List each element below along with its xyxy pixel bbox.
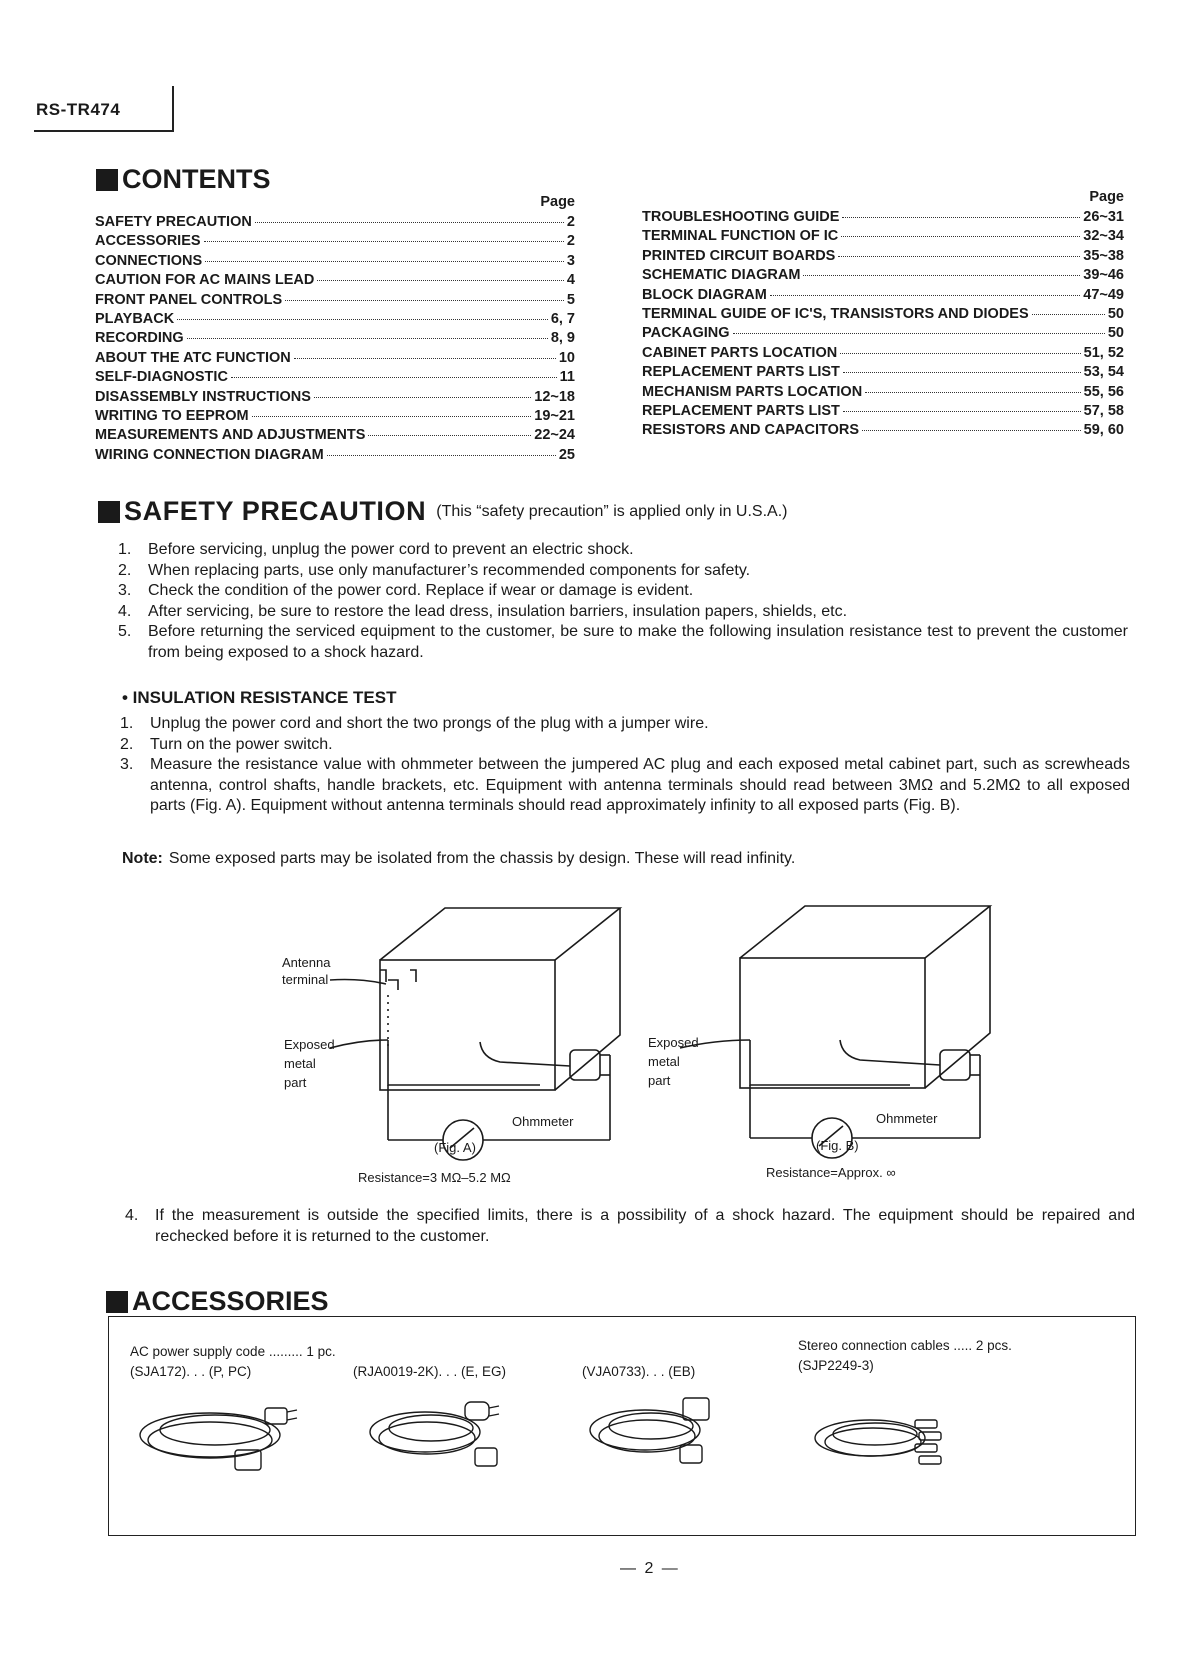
contents-entry [642,325,1124,344]
ohmmeter-label: Ohmmeter [512,1114,574,1129]
exposed-label-line2: metal [648,1054,680,1069]
contents-entry-page: 11 [559,369,575,386]
list-item [118,581,1128,602]
contents-entry [642,248,1124,267]
safety-list [118,540,1128,663]
contents-entry-page: 5 [566,291,575,308]
contents-entry-title: MEASUREMENTS AND ADJUSTMENTS [95,427,366,444]
item-text: Before returning the serviced equipment to the customer, be sure to make the following insulation resistance test to prevent the customer from being exposed to a shock hazard. [148,623,1128,661]
contents-entry [95,233,575,252]
cabinet-top [380,908,620,960]
contents-entry-title: PRINTED CIRCUIT BOARDS [642,247,836,264]
cabinet-front [740,958,925,1088]
section-square-icon [106,1291,128,1313]
contents-entry-title: DISASSEMBLY INSTRUCTIONS [95,388,311,405]
contents-entry-page: 8, 9 [550,330,575,347]
contents-entry-title: CONNECTIONS [95,252,203,269]
ac-cord-1-icon [140,1408,297,1470]
list-item [120,735,1130,756]
ohmmeter-lead [750,1040,910,1085]
contents-entry [95,292,575,311]
model-number: RS-TR474 [36,100,121,119]
contents-entry-title: ACCESSORIES [95,233,201,250]
contents-entry [95,253,575,272]
dot-leader [317,280,564,281]
page-column-label: Page [540,194,575,210]
contents-entry-page: 25 [558,446,575,463]
contents-entry-page: 50 [1107,325,1124,342]
dot-leader [843,372,1081,373]
note [122,850,795,868]
header-rule [34,130,174,132]
cord-2-part: (RJA0019-2K). . . (E, EG) [353,1364,507,1379]
dot-leader [838,256,1080,257]
list-item [120,755,1130,817]
contents-entry-page: 50 [1107,305,1124,322]
contents-entry-title: TROUBLESHOOTING GUIDE [642,209,840,225]
contents-entry-page: 55, 56 [1083,383,1124,400]
item-text: Measure the resistance value with ohmmeter between the jumpered AC plug and each exposed metal cabinet part, such as screwheads antenna, control shafts, handle brackets, etc. Equipment with antenna terminals should read between 3MΩ and 5.2MΩ to all exposed parts (Fig. A). Equipment without antenna terminals should read approximately infinity to all exposed parts (Fig. B). [150,756,1130,814]
page-number: — 2 — [620,1560,680,1577]
figure-a-caption: (Fig. A) [434,1140,476,1155]
dot-leader [187,338,548,339]
contents-entry [95,389,575,408]
contents-entry-title: WIRING CONNECTION DIAGRAM [95,446,324,463]
item-number: 3. [118,582,132,599]
dot-leader [865,392,1080,393]
item-number: 5. [118,623,132,640]
dot-leader [840,353,1080,354]
safety-note: (This “safety precaution” is applied only in U.S.A.) [436,502,788,520]
contents-entry-title: WRITING TO EEPROM [95,407,249,424]
contents-right-column [642,189,1124,442]
contents-entry-title: REPLACEMENT PARTS LIST [642,364,840,381]
contents-entry-title: BLOCK DIAGRAM [642,286,767,303]
contents-entry-title: FRONT PANEL CONTROLS [95,291,283,308]
cabinet-top [740,906,990,958]
contents-entry-title: SAFETY PRECAUTION [95,214,252,230]
contents-entry-page: 57, 58 [1083,402,1124,419]
figure-a-resistance: Resistance=3 MΩ–5.2 MΩ [358,1170,511,1185]
cord-3-part: (VJA0733). . . (EB) [582,1364,696,1379]
contents-entry-title: RESISTORS AND CAPACITORS [642,422,859,439]
dot-leader [327,455,556,456]
contents-entry [642,345,1124,364]
item-text: Before servicing, unplug the power cord to prevent an electric shock. [148,541,634,558]
exposed-label-line2: metal [284,1056,316,1071]
contents-entry [642,364,1124,383]
dot-leader [231,377,557,378]
item-number: 4. [125,1207,139,1224]
contents-entry [642,403,1124,422]
cabinet-front [380,960,555,1090]
contents-entry-title: SCHEMATIC DIAGRAM [642,267,801,284]
dot-leader [862,430,1081,431]
contents-entry-title: RECORDING [95,330,184,347]
dot-leader [177,319,548,320]
accessories-title: ACCESSORIES [132,1286,329,1316]
stereo-cables-icon [815,1420,941,1464]
contents-entry [642,384,1124,403]
contents-entry-title: MECHANISM PARTS LOCATION [642,383,863,400]
contents-entry-page: 35~38 [1083,247,1124,264]
exposed-label-line1: Exposed [284,1037,335,1052]
contents-entry-page: 19~21 [534,407,575,424]
note-text: Some exposed parts may be isolated from the chassis by design. These will read infinity. [168,850,796,867]
antenna-pointer [388,980,398,990]
figure-b-resistance: Resistance=Approx. ∞ [766,1165,896,1180]
dot-leader [843,411,1081,412]
dot-leader [205,261,564,262]
contents-entry-page: 53, 54 [1083,364,1124,381]
accessories-heading [106,1286,329,1317]
list-item [118,561,1128,582]
antenna-label-line1: Antenna [282,955,331,970]
ac-cord-label: AC power supply code ......... 1 pc. [130,1344,336,1359]
dot-leader [733,333,1105,334]
safety-heading [98,496,788,527]
contents-entry-title: CAUTION FOR AC MAINS LEAD [95,272,315,289]
item-text: Turn on the power switch. [150,735,333,753]
contents-entry-title: TERMINAL GUIDE OF IC'S, TRANSISTORS AND DIODES [642,305,1029,322]
contents-entry [95,311,575,330]
antenna-label-line2: terminal [282,972,329,987]
stereo-cable-part: (SJP2249-3) [798,1358,874,1373]
plug-cord [480,1042,570,1066]
exposed-label-line3: part [284,1075,307,1090]
step-4 [125,1206,1135,1247]
contents-entry-page: 12~18 [534,388,575,405]
contents-title: CONTENTS [122,164,271,194]
contents-entry-title: ABOUT THE ATC FUNCTION [95,349,291,366]
contents-entry-page: 2 [566,233,575,250]
dot-leader [294,358,556,359]
dot-leader [314,397,531,398]
item-text: Check the condition of the power cord. Replace if wear or damage is evident. [148,582,694,599]
contents-entry-page: 3 [566,252,575,269]
contents-entry [95,214,575,233]
item-number: 1. [120,715,134,732]
contents-entry [95,408,575,427]
contents-entry-page: 51, 52 [1083,344,1124,361]
exposed-label-line3: part [648,1073,671,1088]
item-number: 3. [120,756,134,773]
contents-entry-page: 26~31 [1083,209,1124,225]
contents-entry-page: 47~49 [1083,286,1124,303]
contents-entry [95,447,575,466]
contents-entry [95,330,575,349]
ac-cord-2-icon [370,1402,499,1466]
contents-entry [95,350,575,369]
contents-entry-page: 32~34 [1083,228,1124,245]
list-item [118,602,1128,623]
page-column-label: Page [1089,189,1124,205]
antenna-leader [330,980,386,985]
contents-entry [642,422,1124,441]
accessory-illustrations [135,1390,1085,1500]
contents-entry-title: CABINET PARTS LOCATION [642,344,838,361]
ac-cord-3-icon [590,1398,709,1463]
note-label: Note: [122,850,163,867]
item-text: When replacing parts, use only manufacturer’s recommended components for safety. [148,561,751,579]
contents-left-column [95,194,575,466]
dot-leader [842,217,1080,218]
contents-entry [642,228,1124,247]
dot-leader [770,295,1080,296]
item-text: After servicing, be sure to restore the lead dress, insulation barriers, insulation papers, shields, etc. [148,602,848,620]
dot-leader [255,222,564,223]
item-number: 4. [118,602,132,620]
list-item [120,714,1130,735]
contents-entry [642,267,1124,286]
item-text: Unplug the power cord and short the two prongs of the plug with a jumper wire. [150,715,709,732]
item-number: 2. [118,561,132,579]
contents-entry [642,287,1124,306]
contents-entry-title: TERMINAL FUNCTION OF IC [642,228,839,245]
insulation-test-heading: • INSULATION RESISTANCE TEST [122,688,397,707]
contents-entry-title: PLAYBACK [95,310,175,327]
header-rule-vertical [172,86,174,132]
dot-leader [285,300,564,301]
contents-entry [95,272,575,291]
contents-entry-page: 10 [558,349,575,366]
contents-entry [95,369,575,388]
contents-entry [95,427,575,446]
stereo-cable-label: Stereo connection cables ..... 2 pcs. [798,1338,1012,1353]
safety-title: SAFETY PRECAUTION [124,496,427,526]
exposed-label-line1: Exposed [648,1035,699,1050]
item-text: If the measurement is outside the specified limits, there is a possibility of a shock hazard. The equipment should be repaired and rechecked before it is returned to the customer. [155,1207,1135,1245]
contents-entry [642,209,1124,228]
item-number: 1. [118,541,132,558]
dot-leader [841,236,1080,237]
contents-entry [642,306,1124,325]
dot-leader [252,416,532,417]
list-item [118,622,1128,663]
dot-leader [204,241,564,242]
ohmmeter-label: Ohmmeter [876,1111,938,1126]
contents-heading [96,164,271,195]
contents-entry-title: PACKAGING [642,325,730,342]
figure-b-caption: (Fig. B) [816,1138,859,1153]
section-square-icon [96,169,118,191]
list-item [125,1206,1135,1247]
cord-1-part: (SJA172). . . (P, PC) [130,1364,252,1379]
contents-entry-page: 59, 60 [1083,422,1124,439]
contents-entry-page: 39~46 [1083,267,1124,284]
dot-leader [1032,314,1105,315]
contents-entry-page: 2 [566,214,575,230]
contents-entry-page: 4 [566,272,575,289]
contents-entry-page: 6, 7 [550,310,575,327]
contents-entry-title: REPLACEMENT PARTS LIST [642,402,840,419]
contents-entry-page: 22~24 [534,427,575,444]
dot-leader [803,275,1080,276]
dot-leader [368,435,531,436]
item-number: 2. [120,735,134,753]
contents-entry-title: SELF-DIAGNOSTIC [95,369,228,386]
insulation-test-list [120,714,1130,817]
section-square-icon [98,501,120,523]
list-item [118,540,1128,561]
